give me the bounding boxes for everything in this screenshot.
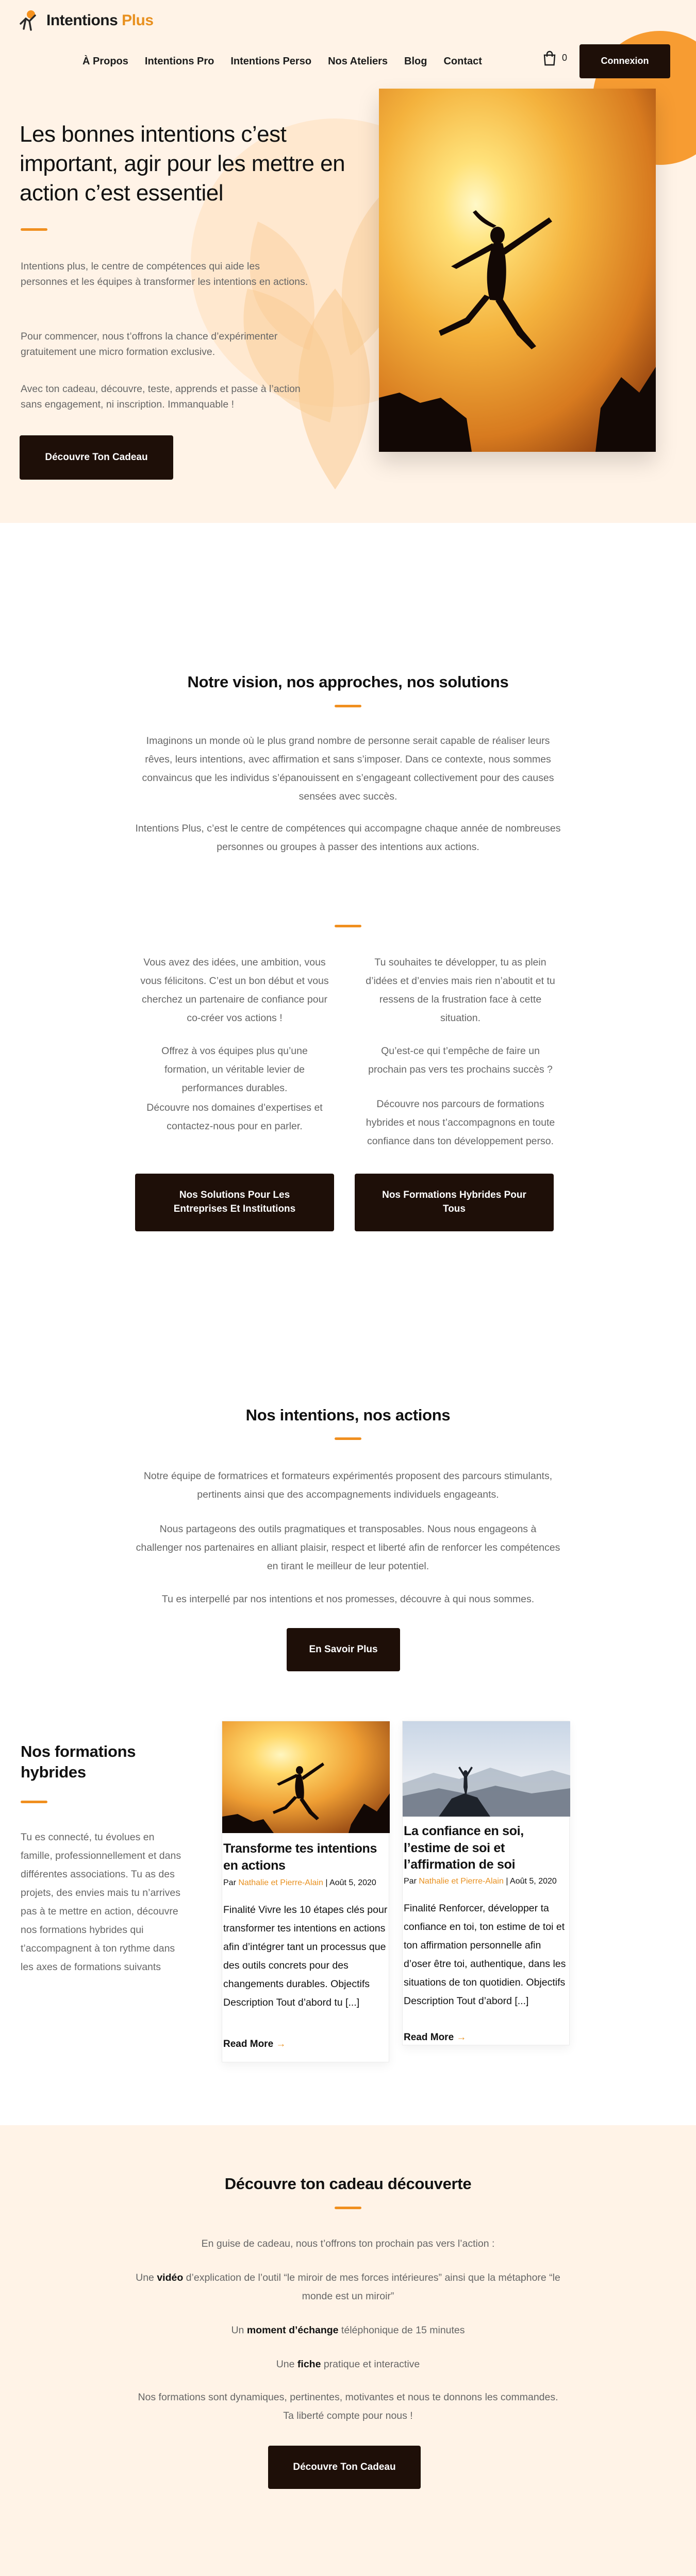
vision-title: Notre vision, nos approches, nos solutions <box>187 673 509 691</box>
login-button[interactable]: Connexion <box>579 44 670 78</box>
hero-gift-button[interactable]: Découvre Ton Cadeau <box>20 435 173 480</box>
vision-accent-bar <box>335 705 361 707</box>
gift-item-call-text: téléphonique de 15 minutes <box>338 2325 465 2336</box>
post-read-more-2[interactable] <box>404 2030 568 2045</box>
post-card-2[interactable] <box>402 1721 570 2045</box>
post-date-1: | Août 5, 2020 <box>323 1878 376 1887</box>
hero-paragraph-1: Intentions plus, le centre de compétences qui aide les personnes et les équipes à transformer les intentions en actions. <box>21 261 308 288</box>
logo-name-main: Intentions <box>46 11 118 29</box>
site-header <box>0 0 696 85</box>
post-read-more-1[interactable] <box>223 2037 388 2052</box>
logo-name-accent: Plus <box>122 11 154 29</box>
formations-hybrides-button[interactable]: Nos Formations Hybrides Pour Tous <box>355 1174 554 1231</box>
nav-item-contact[interactable]: Contact <box>443 56 482 67</box>
gift-outro: Nos formations sont dynamiques, pertinentes, motivantes et nous te donnons les commandes. Ta liberté compte pour nous ! <box>138 2392 558 2422</box>
formations-title: Nos formations hybrides <box>21 1742 136 1782</box>
intentions-title: Nos intentions, nos actions <box>245 1406 451 1424</box>
read-more-label-1: Read More <box>223 2039 274 2050</box>
hero-image <box>379 89 656 452</box>
gift-section <box>0 2125 696 2576</box>
post-date-2: | Août 5, 2020 <box>503 1876 557 1886</box>
nav-item-blog[interactable]: Blog <box>404 56 427 67</box>
post-by-2: Par <box>404 1876 419 1886</box>
post-excerpt-2: Finalité Renforcer, développer ta confiance en toi, ton estime de toi et ton affirmation personnelle afin d’oser être toi, authentique, dans les situations de ton quotidien. Objectifs Description Tout d’abord [...] <box>404 1902 566 2007</box>
entreprises-paragraph-2: Offrez à vos équipes plus qu’une formation, un véritable levier de performances durables. <box>161 1045 308 1094</box>
formations-intro: Tu es connecté, tu évolues en famille, professionnellement et dans différentes associations. Tu as des projets, des envies mais tu n’arrives pas à te mettre en action, découvre nos formations hybrides qui t’accompagnent à ton rythme dans les axes de formations suivants <box>21 1832 181 1973</box>
read-more-label-2: Read More <box>404 2031 454 2043</box>
nav-item-intentions-perso[interactable]: Intentions Perso <box>230 56 312 67</box>
hero-paragraph-3: Avec ton cadeau, découvre, teste, apprends et passe à l’action sans engagement, ni inscription. Immanquable ! <box>21 383 301 411</box>
logo-figure-icon <box>15 8 40 33</box>
post-title-2[interactable]: La confiance en soi, l’estime de soi et l’affirmation de soi <box>404 1824 524 1872</box>
two-cols-accent-bar <box>335 925 361 927</box>
arrow-right-icon: → <box>276 2039 286 2050</box>
gift-item-sheet <box>0 2355 696 2374</box>
gift-item-sheet-prefix: Une <box>276 2359 297 2370</box>
nav-item-a-propos[interactable]: À Propos <box>82 56 128 67</box>
cart-count: 0 <box>562 53 568 63</box>
gift-item-video-text: d’explication de l’outil “le miroir de mes forces intérieures” ainsi que la métaphore “le monde est un miroir” <box>183 2272 560 2302</box>
intentions-paragraph-2: Nous partageons des outils pragmatiques et transposables. Nous nous engageons à challenger nos partenaires en alliant plaisir, respect et liberté afin de renforcer les compétences en tirant le meilleur de leur potentiel. <box>136 1523 560 1572</box>
entreprises-paragraph-1: Vous avez des idées, une ambition, vous vous félicitons. C’est un bon début et vous cherchez un partenaire de confiance pour co-créer vos actions ! <box>140 957 329 1024</box>
main-nav <box>82 54 499 70</box>
site-logo[interactable] <box>15 8 154 33</box>
shopping-bag-icon <box>542 50 557 66</box>
perso-paragraph-2: Qu’est-ce qui t’empêche de faire un prochain pas vers tes prochains succès ? <box>368 1045 553 1076</box>
gift-item-video-strong: vidéo <box>157 2272 184 2283</box>
en-savoir-plus-button[interactable]: En Savoir Plus <box>287 1628 400 1671</box>
perso-paragraph-1: Tu souhaites te développer, tu as plein d’idées et d’envies mais rien n’aboutit et tu ressens de la frustration face à cette situation. <box>366 957 555 1024</box>
vision-paragraph-1: Imaginons un monde où le plus grand nombre de personne serait capable de réaliser leurs rêves, leurs intentions, avec affirmation et sans s’imposer. Dans ce contexte, nous sommes convaincus que les individus s’épanouissent en s’engageant collectivement pour des causes sensées avec succès. <box>142 735 554 803</box>
hero-section <box>0 0 696 523</box>
post-authors-1[interactable]: Nathalie et Pierre-Alain <box>238 1878 323 1887</box>
gift-title: Découvre ton cadeau découverte <box>224 2175 472 2193</box>
gift-item-video-prefix: Une <box>136 2272 157 2283</box>
gift-item-sheet-strong: fiche <box>297 2359 321 2370</box>
post-image-2 <box>403 1721 570 1817</box>
entreprises-paragraph-3: Découvre nos domaines d’expertises et contactez-nous pour en parler. <box>146 1102 323 1132</box>
hero-paragraph-2: Pour commencer, nous t’offrons la chance d’expérimenter gratuitement une micro formation exclusive. <box>21 331 278 358</box>
cart-button[interactable] <box>542 50 567 66</box>
vision-section <box>0 523 696 1285</box>
post-by-1: Par <box>223 1878 239 1887</box>
intentions-paragraph-1: Notre équipe de formatrices et formateurs expérimentés proposent des parcours stimulants, pertinents ainsi que des accompagnements individuels engageants. <box>143 1470 553 1501</box>
post-card-1[interactable] <box>222 1721 389 2062</box>
formations-accent-bar <box>21 1801 47 1803</box>
intentions-paragraph-3: Tu es interpellé par nos intentions et nos promesses, découvre à qui nous sommes. <box>161 1594 535 1605</box>
nav-item-intentions-pro[interactable]: Intentions Pro <box>144 56 214 67</box>
gift-item-video <box>135 2268 561 2306</box>
hero-accent-bar <box>21 228 47 231</box>
post-excerpt-1: Finalité Vivre les 10 étapes clés pour transformer tes intentions en actions afin d’intégrer tant un processus que des outils concrets pour des changements durables. Objectifs Description Tout d’abord tu [...] <box>223 1904 388 2009</box>
gift-accent-bar <box>335 2207 361 2209</box>
formations-section <box>0 1721 696 2125</box>
arrow-right-icon: → <box>456 2031 467 2043</box>
intentions-accent-bar <box>335 1437 361 1440</box>
gift-item-call-strong: moment d’échange <box>246 2325 339 2336</box>
post-authors-2[interactable]: Nathalie et Pierre-Alain <box>419 1876 504 1886</box>
perso-paragraph-3: Découvre nos parcours de formations hybrides et nous t’accompagnons en toute confiance dans ton développement perso. <box>366 1098 555 1147</box>
post-image-1 <box>222 1721 390 1833</box>
solutions-entreprises-button[interactable]: Nos Solutions Pour Les Entreprises Et Institutions <box>135 1174 334 1231</box>
gift-item-call <box>0 2321 696 2340</box>
vision-paragraph-2: Intentions Plus, c’est le centre de compétences qui accompagne chaque année de nombreuses personnes ou groupes à passer des intentions aux actions. <box>135 823 561 853</box>
intentions-section <box>0 1285 696 1721</box>
nav-item-nos-ateliers[interactable]: Nos Ateliers <box>328 56 388 67</box>
gift-item-sheet-text: pratique et interactive <box>321 2359 420 2370</box>
gift-button[interactable]: Découvre Ton Cadeau <box>268 2446 421 2489</box>
gift-intro: En guise de cadeau, nous t’offrons ton prochain pas vers l’action : <box>201 2238 495 2249</box>
post-title-1[interactable]: Transforme tes intentions en actions <box>223 1841 377 1873</box>
gift-item-call-prefix: Un <box>231 2325 247 2336</box>
hero-title: Les bonnes intentions c’est important, agir pour les mettre en action c’est essentiel <box>20 122 345 206</box>
